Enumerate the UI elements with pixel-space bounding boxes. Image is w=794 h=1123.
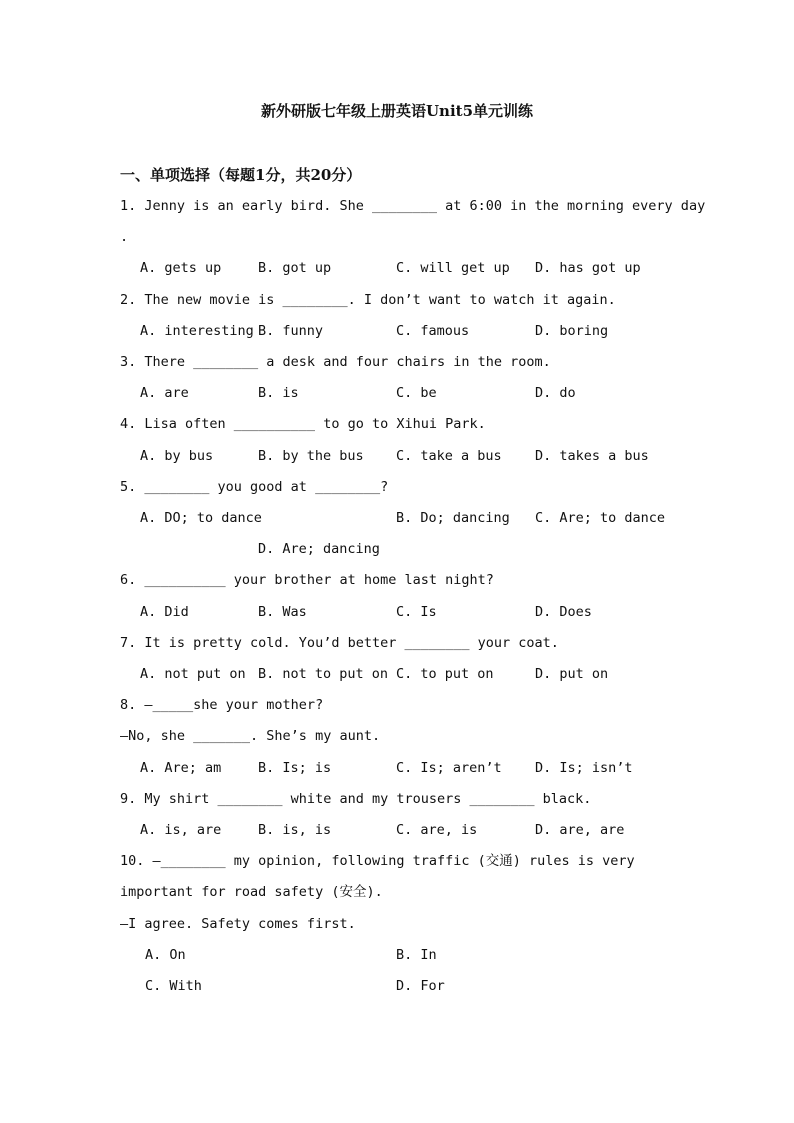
question-9-option-b: B. is, is [258,822,332,838]
question-3-option-d: D. do [535,385,576,401]
question-10-option-c: C. With [145,978,202,994]
question-1-line-1: 1. Jenny is an early bird. She ________ at 6:00 in the morning every day [120,198,706,214]
question-10-option-b: B. In [396,947,437,963]
question-8-line-2: —No, she _______. She’s my aunt. [120,728,381,744]
question-10-line-1: 10. —________ my opinion, following traffic (交通) rules is very [120,853,635,869]
question-7-option-a: A. not put on [140,666,246,682]
page-title: 新外研版七年级上册英语Unit5单元训练 [260,102,534,120]
question-2-option-b: B. funny [258,323,324,339]
question-8-option-b: B. Is; is [258,760,332,776]
question-4-line-1: 4. Lisa often __________ to go to Xihui Park. [120,416,486,432]
question-6-option-a: A. Did [140,604,189,620]
question-4-option-b: B. by the bus [258,448,364,464]
question-3-line-1: 3. There ________ a desk and four chairs in the room. [120,354,551,370]
question-9-line-1: 9. My shirt ________ white and my trousers ________ black. [120,791,592,807]
question-10-line-2: important for road safety (安全). [120,884,383,900]
question-4-option-d: D. takes a bus [535,448,649,464]
question-1-option-c: C. will get up [396,260,510,276]
question-1-line-2: . [120,229,129,245]
question-6-option-d: D. Does [535,604,592,620]
question-3-option-c: C. be [396,385,437,401]
question-8-option-d: D. Is; isn’t [535,760,633,776]
question-8-option-c: C. Is; aren’t [396,760,502,776]
section-heading: 一、单项选择（每题1分，共20分） [120,166,362,184]
question-10-option-d: D. For [396,978,445,994]
question-5-option-a: A. DO; to dance [140,510,262,526]
question-2-option-d: D. boring [535,323,609,339]
question-1-option-b: B. got up [258,260,332,276]
question-5-option-c: C. Are; to dance [535,510,666,526]
question-8-option-a: A. Are; am [140,760,222,776]
question-5-option-b: B. Do; dancing [396,510,510,526]
question-10-option-a: A. On [145,947,186,963]
question-7-option-d: D. put on [535,666,609,682]
question-4-option-a: A. by bus [140,448,214,464]
question-1-option-d: D. has got up [535,260,641,276]
question-7-line-1: 7. It is pretty cold. You’d better ________ your coat. [120,635,559,651]
question-4-option-c: C. take a bus [396,448,502,464]
question-2-option-a: A. interesting [140,323,254,339]
question-8-line-1: 8. —_____she your mother? [120,697,324,713]
question-5-option-d: D. Are; dancing [258,541,380,557]
question-6-line-1: 6. __________ your brother at home last night? [120,572,494,588]
question-3-option-a: A. are [140,385,189,401]
question-5-line-1: 5. ________ you good at ________? [120,479,389,495]
question-9-option-a: A. is, are [140,822,222,838]
question-6-option-b: B. Was [258,604,307,620]
question-2-line-1: 2. The new movie is ________. I don’t want to watch it again. [120,292,616,308]
question-7-option-b: B. not to put on [258,666,389,682]
question-2-option-c: C. famous [396,323,470,339]
question-6-option-c: C. Is [396,604,437,620]
question-1-option-a: A. gets up [140,260,222,276]
question-7-option-c: C. to put on [396,666,494,682]
question-3-option-b: B. is [258,385,299,401]
question-10-line-3: —I agree. Safety comes first. [120,916,356,932]
question-9-option-d: D. are, are [535,822,625,838]
question-9-option-c: C. are, is [396,822,478,838]
